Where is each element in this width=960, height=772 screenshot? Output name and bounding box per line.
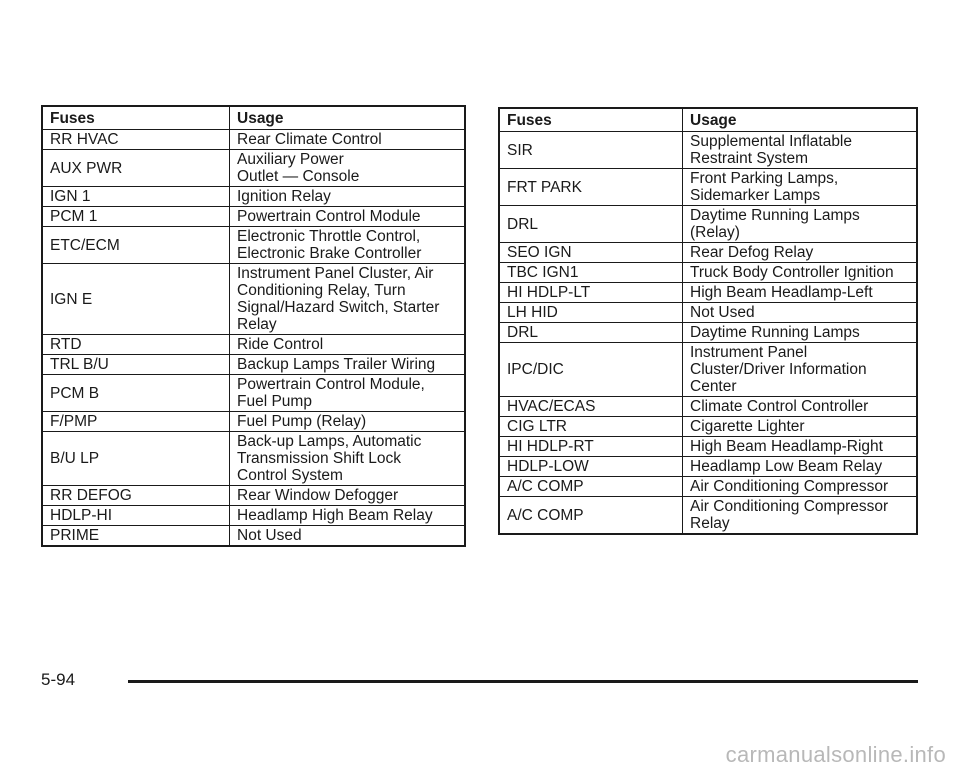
table-row [42,227,465,264]
fuse-name-cell: RR HVAC [42,130,230,150]
fuse-usage-cell: Back-up Lamps, Automatic Transmission Shift Lock Control System [230,432,466,486]
fuse-usage-cell: Front Parking Lamps, Sidemarker Lamps [683,169,918,206]
table-row [42,150,465,187]
fuse-usage-cell: Truck Body Controller Ignition [683,263,918,283]
table-row [42,412,465,432]
table-row [42,335,465,355]
fuse-name-cell: AUX PWR [42,150,230,187]
table-row [42,526,465,547]
table-row [499,417,917,437]
fuse-name-cell: PCM B [42,375,230,412]
fuse-name-cell: HDLP-LOW [499,457,683,477]
fuse-name-cell: SEO IGN [499,243,683,263]
fuse-usage-cell: Rear Climate Control [230,130,466,150]
fuse-table-left [41,105,466,547]
table-row [42,375,465,412]
column-header-fuses: Fuses [499,108,683,132]
fuse-name-cell: RTD [42,335,230,355]
table-row [42,355,465,375]
table-row [499,169,917,206]
fuse-usage-cell: Supplemental Inflatable Restraint System [683,132,918,169]
table-row [499,477,917,497]
fuse-usage-cell: Fuel Pump (Relay) [230,412,466,432]
fuse-name-cell: HI HDLP-RT [499,437,683,457]
fuse-name-cell: HVAC/ECAS [499,397,683,417]
table-row [42,264,465,335]
fuse-name-cell: F/PMP [42,412,230,432]
table-row [499,437,917,457]
column-header-usage: Usage [230,106,466,130]
fuse-usage-cell: Daytime Running Lamps [683,323,918,343]
table-header-row [42,106,465,130]
fuse-name-cell: A/C COMP [499,497,683,535]
fuse-name-cell: PCM 1 [42,207,230,227]
fuse-name-cell: DRL [499,206,683,243]
fuse-usage-cell: Cigarette Lighter [683,417,918,437]
fuse-name-cell: IGN 1 [42,187,230,207]
fuse-name-cell: DRL [499,323,683,343]
fuse-usage-cell: Headlamp Low Beam Relay [683,457,918,477]
table-row [42,432,465,486]
table-row [499,263,917,283]
column-header-usage: Usage [683,108,918,132]
fuse-name-cell: LH HID [499,303,683,323]
table-row [42,187,465,207]
fuse-name-cell: SIR [499,132,683,169]
table-row [42,207,465,227]
fuse-name-cell: HI HDLP-LT [499,283,683,303]
fuse-name-cell: RR DEFOG [42,486,230,506]
fuse-usage-cell: Rear Window Defogger [230,486,466,506]
fuse-usage-cell: Powertrain Control Module [230,207,466,227]
fuse-usage-cell: Headlamp High Beam Relay [230,506,466,526]
fuse-name-cell: IGN E [42,264,230,335]
table-row [499,206,917,243]
fuse-usage-cell: Daytime Running Lamps (Relay) [683,206,918,243]
table-row [499,243,917,263]
fuse-usage-cell: Instrument Panel Cluster/Driver Information Center [683,343,918,397]
fuse-name-cell: ETC/ECM [42,227,230,264]
fuse-name-cell: PRIME [42,526,230,547]
fuse-usage-cell: Air Conditioning Compressor [683,477,918,497]
fuse-name-cell: TRL B/U [42,355,230,375]
table-header-row [499,108,917,132]
fuse-usage-cell: Electronic Throttle Control, Electronic Brake Controller [230,227,466,264]
fuse-usage-cell: Ignition Relay [230,187,466,207]
table-row [42,130,465,150]
fuse-usage-cell: Not Used [230,526,466,547]
table-row [499,283,917,303]
footer-rule [128,680,918,683]
fuse-table-body [42,130,465,547]
fuse-name-cell: FRT PARK [499,169,683,206]
fuse-name-cell: A/C COMP [499,477,683,497]
table-row [499,397,917,417]
table-row [499,323,917,343]
table-row [42,506,465,526]
watermark: carmanualsonline.info [725,742,946,767]
fuse-usage-cell: Instrument Panel Cluster, Air Conditioning Relay, Turn Signal/Hazard Switch, Starter Relay [230,264,466,335]
fuse-table-body [499,132,917,535]
table-row [499,343,917,397]
page-number: 5-94 [41,670,76,689]
table-row [499,132,917,169]
table-row [42,486,465,506]
fuse-usage-cell: Rear Defog Relay [683,243,918,263]
fuse-usage-cell: Backup Lamps Trailer Wiring [230,355,466,375]
fuse-name-cell: TBC IGN1 [499,263,683,283]
table-row [499,497,917,535]
fuse-usage-cell: Not Used [683,303,918,323]
fuse-table-right [498,107,918,535]
fuse-usage-cell: Auxiliary Power Outlet — Console [230,150,466,187]
fuse-name-cell: HDLP-HI [42,506,230,526]
fuse-name-cell: IPC/DIC [499,343,683,397]
fuse-usage-cell: High Beam Headlamp-Left [683,283,918,303]
table-row [499,457,917,477]
fuse-usage-cell: Climate Control Controller [683,397,918,417]
table-row [499,303,917,323]
column-header-fuses: Fuses [42,106,230,130]
fuse-usage-cell: High Beam Headlamp-Right [683,437,918,457]
fuse-name-cell: CIG LTR [499,417,683,437]
fuse-usage-cell: Air Conditioning Compressor Relay [683,497,918,535]
fuse-usage-cell: Powertrain Control Module, Fuel Pump [230,375,466,412]
fuse-name-cell: B/U LP [42,432,230,486]
fuse-usage-cell: Ride Control [230,335,466,355]
